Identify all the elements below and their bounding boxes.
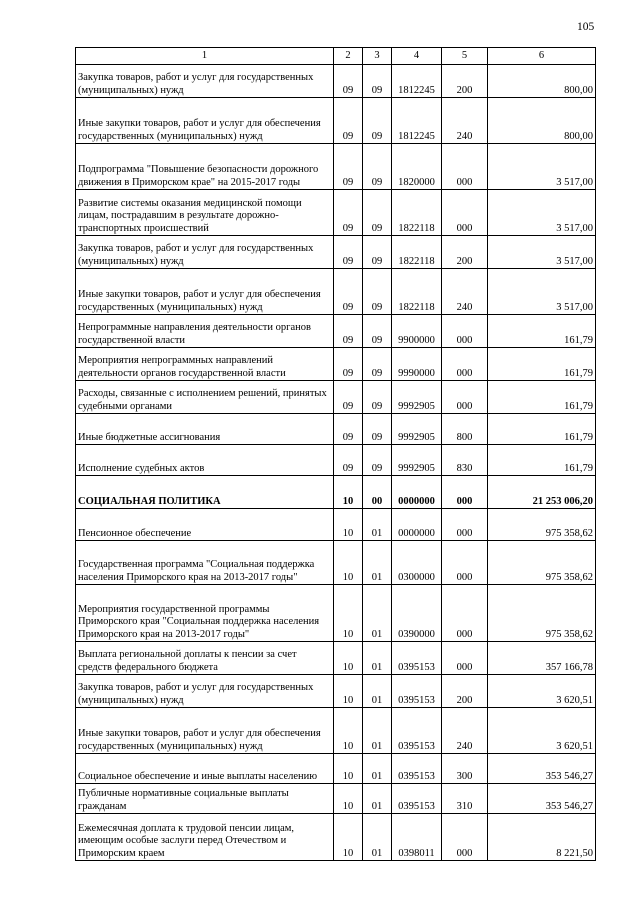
header-cell-expense-type: 5 [442, 48, 488, 65]
row-subsection-cell: 09 [363, 65, 392, 98]
table-row [76, 708, 596, 754]
row-expense-type-cell: 830 [442, 445, 488, 476]
row-target-item-cell: 0395153 [392, 642, 442, 675]
row-name-cell: Ежемесячная доплата к трудовой пенсии лицам, имеющим особые заслуги перед Отечеством и Приморским краем [76, 814, 334, 861]
row-subsection-cell: 09 [363, 445, 392, 476]
row-subsection-cell: 01 [363, 585, 392, 642]
row-section-cell: 09 [334, 65, 363, 98]
row-name-cell: Иные закупки товаров, работ и услуг для обеспечения государственных (муниципальных) нужд [76, 98, 334, 144]
table-row [76, 784, 596, 814]
row-amount-cell: 161,79 [488, 315, 596, 348]
row-target-item-cell: 9900000 [392, 315, 442, 348]
row-section-cell: 10 [334, 708, 363, 754]
row-expense-type-cell: 240 [442, 269, 488, 315]
header-cell-subsection: 3 [363, 48, 392, 65]
row-target-item-cell: 0300000 [392, 541, 442, 585]
row-target-item-cell: 0395153 [392, 708, 442, 754]
row-name-cell: Закупка товаров, работ и услуг для государственных (муниципальных) нужд [76, 675, 334, 708]
row-name-cell: Расходы, связанные с исполнением решений, принятых судебными органами [76, 381, 334, 414]
header-cell-target-item: 4 [392, 48, 442, 65]
row-expense-type-cell: 000 [442, 381, 488, 414]
row-amount-cell: 3 517,00 [488, 190, 596, 236]
row-target-item-cell: 0395153 [392, 754, 442, 784]
row-subsection-cell: 01 [363, 642, 392, 675]
row-section-cell: 10 [334, 541, 363, 585]
row-subsection-cell: 09 [363, 269, 392, 315]
row-section-cell: 09 [334, 269, 363, 315]
header-cell-name: 1 [76, 48, 334, 65]
row-expense-type-cell: 200 [442, 236, 488, 269]
row-name-cell: Мероприятия государственной программы Приморского края "Социальная поддержка населения Приморского края на 2013-2017 годы" [76, 585, 334, 642]
row-subsection-cell: 09 [363, 144, 392, 190]
row-expense-type-cell: 200 [442, 675, 488, 708]
row-target-item-cell: 0398011 [392, 814, 442, 861]
row-target-item-cell: 1822118 [392, 269, 442, 315]
table-row [76, 541, 596, 585]
row-name-cell: Социальное обеспечение и иные выплаты населению [76, 754, 334, 784]
row-amount-cell: 800,00 [488, 98, 596, 144]
table-row [76, 144, 596, 190]
table-body [76, 65, 596, 861]
table-row [76, 445, 596, 476]
row-amount-cell: 357 166,78 [488, 642, 596, 675]
row-amount-cell: 975 358,62 [488, 509, 596, 541]
row-subsection-cell: 01 [363, 509, 392, 541]
row-name-cell: Пенсионное обеспечение [76, 509, 334, 541]
row-target-item-cell: 1820000 [392, 144, 442, 190]
table-row [76, 269, 596, 315]
table-row [76, 585, 596, 642]
row-expense-type-cell: 300 [442, 754, 488, 784]
row-expense-type-cell: 800 [442, 414, 488, 445]
row-amount-cell: 3 517,00 [488, 144, 596, 190]
row-expense-type-cell: 000 [442, 509, 488, 541]
row-section-cell: 09 [334, 315, 363, 348]
row-expense-type-cell: 000 [442, 642, 488, 675]
header-cell-section: 2 [334, 48, 363, 65]
row-amount-cell: 3 517,00 [488, 269, 596, 315]
row-section-cell: 09 [334, 144, 363, 190]
row-section-cell: 09 [334, 190, 363, 236]
row-name-cell: Развитие системы оказания медицинской помощи лицам, пострадавшим в результате дорожно-транспортных происшествий [76, 190, 334, 236]
row-expense-type-cell: 240 [442, 708, 488, 754]
table-row [76, 348, 596, 381]
row-amount-cell: 8 221,50 [488, 814, 596, 861]
row-name-cell: Непрограммные направления деятельности органов государственной власти [76, 315, 334, 348]
row-subsection-cell: 09 [363, 315, 392, 348]
row-subsection-cell: 01 [363, 754, 392, 784]
row-section-cell: 10 [334, 642, 363, 675]
row-expense-type-cell: 000 [442, 541, 488, 585]
row-amount-cell: 975 358,62 [488, 541, 596, 585]
row-name-cell: Иные закупки товаров, работ и услуг для обеспечения государственных (муниципальных) нужд [76, 708, 334, 754]
row-expense-type-cell: 000 [442, 814, 488, 861]
row-expense-type-cell: 000 [442, 585, 488, 642]
row-section-cell: 09 [334, 414, 363, 445]
row-expense-type-cell: 000 [442, 348, 488, 381]
table-row [76, 642, 596, 675]
page-number: 105 [577, 21, 595, 33]
row-subsection-cell: 01 [363, 541, 392, 585]
row-name-cell: Мероприятия непрограммных направлений деятельности органов государственной власти [76, 348, 334, 381]
row-expense-type-cell: 310 [442, 784, 488, 814]
row-target-item-cell: 0390000 [392, 585, 442, 642]
row-amount-cell: 800,00 [488, 65, 596, 98]
row-amount-cell: 161,79 [488, 414, 596, 445]
row-name-cell: Исполнение судебных актов [76, 445, 334, 476]
row-section-cell: 09 [334, 98, 363, 144]
row-section-cell: 10 [334, 754, 363, 784]
table-header-row [76, 48, 596, 65]
table-row [76, 190, 596, 236]
row-amount-cell: 975 358,62 [488, 585, 596, 642]
row-section-cell: 10 [334, 509, 363, 541]
row-amount-cell: 161,79 [488, 348, 596, 381]
row-section-cell: 10 [334, 784, 363, 814]
table-row [76, 98, 596, 144]
row-subsection-cell: 09 [363, 190, 392, 236]
row-section-cell: 09 [334, 236, 363, 269]
row-target-item-cell: 1812245 [392, 65, 442, 98]
row-target-item-cell: 0000000 [392, 476, 442, 509]
row-subsection-cell: 00 [363, 476, 392, 509]
row-expense-type-cell: 200 [442, 65, 488, 98]
row-target-item-cell: 9992905 [392, 414, 442, 445]
row-amount-cell: 3 517,00 [488, 236, 596, 269]
row-subsection-cell: 01 [363, 708, 392, 754]
row-name-cell: Государственная программа "Социальная поддержка населения Приморского края на 2013-2017 годы" [76, 541, 334, 585]
row-section-cell: 10 [334, 476, 363, 509]
row-name-cell: Выплата региональной доплаты к пенсии за счет средств федерального бюджета [76, 642, 334, 675]
table-row [76, 675, 596, 708]
row-amount-cell: 353 546,27 [488, 784, 596, 814]
budget-table [75, 47, 596, 861]
row-subsection-cell: 09 [363, 381, 392, 414]
row-name-cell: Закупка товаров, работ и услуг для государственных (муниципальных) нужд [76, 65, 334, 98]
row-subsection-cell: 09 [363, 98, 392, 144]
row-section-cell: 10 [334, 675, 363, 708]
table-row [76, 236, 596, 269]
row-section-cell: 10 [334, 585, 363, 642]
row-section-cell: 09 [334, 381, 363, 414]
row-expense-type-cell: 240 [442, 98, 488, 144]
row-target-item-cell: 9990000 [392, 348, 442, 381]
row-subsection-cell: 09 [363, 236, 392, 269]
table-row [76, 414, 596, 445]
row-amount-cell: 21 253 006,20 [488, 476, 596, 509]
row-subsection-cell: 01 [363, 814, 392, 861]
row-target-item-cell: 1822118 [392, 236, 442, 269]
row-name-cell: Иные закупки товаров, работ и услуг для обеспечения государственных (муниципальных) нужд [76, 269, 334, 315]
row-expense-type-cell: 000 [442, 144, 488, 190]
row-section-cell: 09 [334, 348, 363, 381]
row-target-item-cell: 9992905 [392, 381, 442, 414]
header-cell-amount: 6 [488, 48, 596, 65]
table-row [76, 315, 596, 348]
table-row [76, 509, 596, 541]
row-amount-cell: 161,79 [488, 381, 596, 414]
row-expense-type-cell: 000 [442, 315, 488, 348]
row-target-item-cell: 1822118 [392, 190, 442, 236]
row-name-cell: Закупка товаров, работ и услуг для государственных (муниципальных) нужд [76, 236, 334, 269]
row-subsection-cell: 09 [363, 348, 392, 381]
row-target-item-cell: 0395153 [392, 784, 442, 814]
row-target-item-cell: 0000000 [392, 509, 442, 541]
row-name-cell: Иные бюджетные ассигнования [76, 414, 334, 445]
row-expense-type-cell: 000 [442, 190, 488, 236]
row-name-cell: СОЦИАЛЬНАЯ ПОЛИТИКА [76, 476, 334, 509]
table-row [76, 814, 596, 861]
row-section-cell: 09 [334, 445, 363, 476]
row-amount-cell: 3 620,51 [488, 708, 596, 754]
row-subsection-cell: 09 [363, 414, 392, 445]
row-amount-cell: 353 546,27 [488, 754, 596, 784]
row-section-cell: 10 [334, 814, 363, 861]
row-target-item-cell: 1812245 [392, 98, 442, 144]
row-name-cell: Подпрограмма "Повышение безопасности дорожного движения в Приморском крае" на 2015-2017 годы [76, 144, 334, 190]
table-row [76, 476, 596, 509]
table-row [76, 381, 596, 414]
row-target-item-cell: 9992905 [392, 445, 442, 476]
row-target-item-cell: 0395153 [392, 675, 442, 708]
table-row [76, 754, 596, 784]
row-subsection-cell: 01 [363, 784, 392, 814]
table-row [76, 65, 596, 98]
row-expense-type-cell: 000 [442, 476, 488, 509]
row-subsection-cell: 01 [363, 675, 392, 708]
row-amount-cell: 3 620,51 [488, 675, 596, 708]
row-name-cell: Публичные нормативные социальные выплаты гражданам [76, 784, 334, 814]
row-amount-cell: 161,79 [488, 445, 596, 476]
